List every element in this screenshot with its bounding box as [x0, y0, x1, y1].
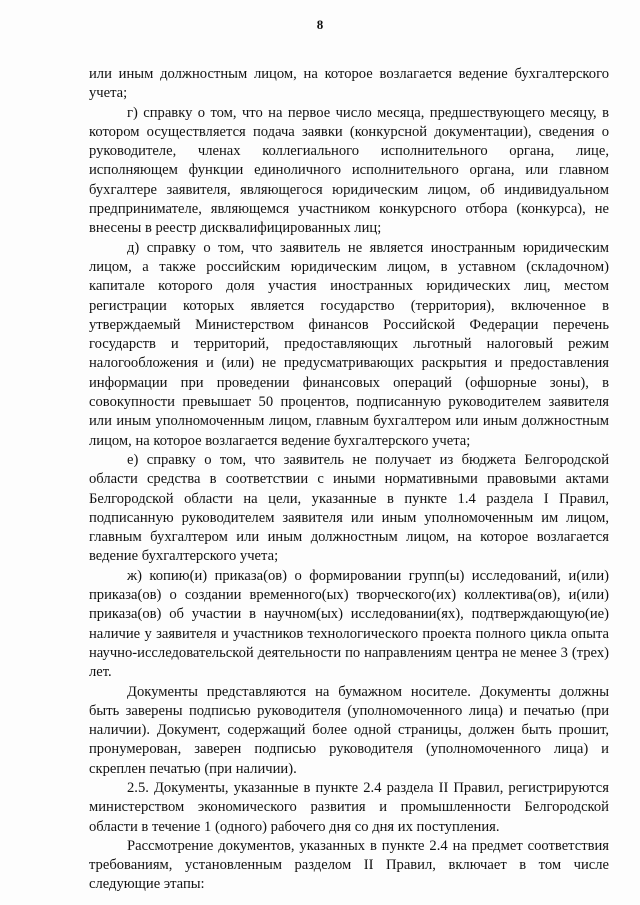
paragraph-documents-paper: Документы представляются на бумажном носителе. Документы должны быть заверены подписью руководителя (уполномоченного лица) и печатью (при наличии). Документ, содержащий более одной страницы, должен быть прошит, пронумерован, заверен подписью руководителя (уполномоченного лица) и скреплен печатью (при наличии). — [89, 683, 609, 777]
paragraph-item-e: е) справку о том, что заявитель не получает из бюджета Белгородской области средства в соответствии с иными нормативными правовыми актами Белгородской области на цели, указанные в пункте 1.4 раздела I Правил, подписанную руководителем заявителя или иным уполномоченным им лицом, главным бухгалтером или иным должностным лицом, на которое возлагается ведение бухгалтерского учета; — [89, 451, 609, 565]
paragraph-accounting-end: или иным должностным лицом, на которое возлагается ведение бухгалтерского учета; — [89, 66, 609, 102]
paragraph-review-stages: Рассмотрение документов, указанных в пункте 2.4 на предмет соответствия требованиям, установленным разделом II Правил, включает в том числе следующие этапы: — [89, 837, 609, 893]
document-body — [89, 65, 609, 895]
paragraph-item-zh: ж) копию(и) приказа(ов) о формировании групп(ы) исследований, и(или) приказа(ов) о создании временного(ых) творческого(их) коллектива(ов), и(или) приказа(ов) об участии в научном(ых) исследовании(ях), подтверждающую(ие) наличие у заявителя и участников технологического проекта полного цикла опыта научно-исследовательской деятельности по направлениям центра не менее 3 (трех) лет. — [89, 567, 609, 681]
paragraph-item-g: г) справку о том, что на первое число месяца, предшествующего месяцу, в котором осуществляется подача заявки (конкурсной документации), сведения о руководителе, членах коллегиального исполнительного органа, лице, исполняющем функции единоличного исполнительного органа, или главном бухгалтере заявителя, являющегося юридическим лицом, об индивидуальном предпринимателе, являющемся участником конкурсного отбора (конкурса), не внесены в реестр дисквалифицированных лиц; — [89, 104, 609, 237]
paragraph-item-d: д) справку о том, что заявитель не является иностранным юридическим лицом, а также российским юридическим лицом, в уставном (складочном) капитале которого доля участия иностранных юридических лиц, местом регистрации которых является государство (территория), включенное в утверждаемый Министерством финансов Российской Федерации перечень государств и территорий, предоставляющих льготный налоговый режим налогообложения и (или) не предусматривающих раскрытия и предоставления информации при проведении финансовых операций (офшорные зоны), в совокупности превышает 50 процентов, подписанную руководителем заявителя или иным уполномоченным лицом, главным бухгалтером или иным должностным лицом, на которое возлагается ведение бухгалтерского учета; — [89, 239, 609, 449]
paragraph-section-2-5: 2.5. Документы, указанные в пункте 2.4 раздела II Правил, регистрируются министерством экономического развития и промышленности Белгородской области в течение 1 (одного) рабочего дня со дня их поступления. — [89, 779, 609, 835]
page-number: 8 — [316, 17, 324, 32]
